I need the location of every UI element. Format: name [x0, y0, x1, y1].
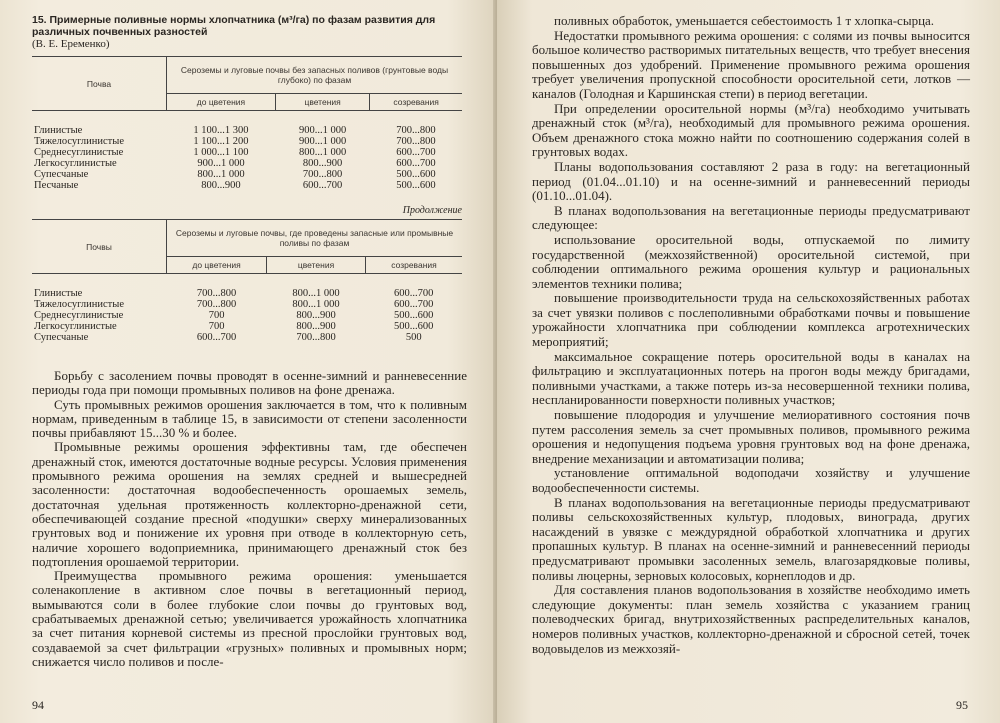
phase-3-cell: 500 [405, 332, 422, 343]
list-item: повышение производительности труда на сельскохозяйственных работах за счет увязки поливов с послеполивными обработками почвы и повышение урожайности хлопчатника при соблюдении комплекса агротехнических мероприятий; [532, 290, 970, 350]
soil-cell: Песчаные [34, 180, 79, 191]
soil-column-header: Почва [86, 78, 112, 89]
table-row [32, 321, 462, 332]
table-row [32, 310, 462, 321]
table-row [32, 180, 462, 191]
phase-1-cell: 700...800 [196, 288, 237, 299]
phase-1-cell: 700...800 [196, 299, 237, 310]
phase-3-cell: 600...700 [394, 288, 434, 299]
phase-3-cell: 500...600 [394, 310, 434, 321]
phase-3-cell: 600...700 [394, 299, 434, 310]
phase-3-cell: 600...700 [396, 147, 436, 158]
group-column-header: Сероземы и луговые почвы, где проведены запасные или промывные поливы по фазам [167, 220, 463, 257]
list-item: установление оптимальной водоподачи хозяйству и улучшение водообеспеченности системы. [532, 465, 970, 495]
phase-header: созревания [365, 257, 462, 274]
list-item: повышение плодородия и улучшение мелиоративного состояния почв путем рассоления земель за счет промывных поливов, промывного режима орошения и недопущения подъема уровня грунтовых вод на фоне дренажа, внедрение механизации и автоматизации полива; [532, 407, 970, 466]
phase-1-cell: 900...1 000 [197, 158, 245, 169]
table-1-body [32, 111, 462, 192]
phase-1-cell: 800...1 000 [197, 169, 245, 180]
body-paragraph: В планах водопользования на вегетационные периоды предусматривают следующее: [532, 202, 970, 233]
phase-3-cell: 700...800 [396, 125, 436, 136]
soil-cell: Глинистые [34, 125, 83, 136]
body-paragraph: Промывные режимы орошения эффективны там, где обеспечен дренажный сток, имеются достаточные водные ресурсы. Условия применения промывного режима орошения на землях средней и вышесредней засоленности: достаточная водообеспеченность орошаемых земель, достаточная удельная протяженность коллекторно-дренажной сети, обеспечивающей создание пресной «подушки» сверху минерализованных грунтовых вод и понижение их уровня при отводе в коллекторную сеть, наличие хорошего водоприемника, принимающего дренажный сток без подтопления орошаемой территории. [32, 439, 467, 569]
body-paragraph: В планах водопользования на вегетационные периоды предусматривают поливы сельскохозяйственных культур, плодовых, винограда, других насаждений в увязке с междурядной обработкой хлопчатника и других пропашных культур. В планах на осенне-зимний и ранневесенний периоды предусматривают промывки засоленных земель, влагозарядковые поливы, поливы люцерны, зерновых колосовых, корнеплодов и др. [532, 494, 970, 583]
phase-3-cell: 500...600 [396, 180, 436, 191]
group-column-header: Сероземы и луговые почвы без запасных поливов (грунтовые воды глубоко) по фазам [167, 57, 463, 94]
soil-column-header: Почвы [86, 241, 112, 252]
soil-cell: Супесчаные [34, 332, 89, 343]
phase-2-cell: 600...700 [302, 180, 343, 191]
soil-cell: Среднесуглинистые [34, 147, 124, 158]
table-row [32, 332, 462, 343]
phase-1-cell: 1 100...1 300 [193, 125, 249, 136]
phase-1-cell: 1 000...1 100 [193, 147, 249, 158]
phase-2-cell: 800...1 000 [292, 299, 340, 310]
phase-2-cell: 700...800 [296, 332, 336, 343]
body-paragraph: Преимущества промывного режима орошения: уменьшается соленакопление в активном слое почвы в вегетационный период, вымываются соли в более глубокие слои почвы до грунтовых вод, срабатываемых дренажной сетью; увеличивается урожайность хлопчатника за счет питания корневой системы из пресной прослойки грунтовых вод, создаваемой за счет фильтрации «грузных» поливных и промывных норм; снижается число поливов и после- [32, 568, 467, 669]
phase-2-cell: 900...1 000 [298, 136, 347, 147]
body-paragraph: Для составления планов водопользования в хозяйстве необходимо иметь следующие документы: план земель хозяйства с указанием границ полеводческих бригад, внутрихозяйственных распределительных каналов, номеров поливных участков, коллекторно-дренажной и сбросной сетей, точек водовыделов из межхозяй- [532, 582, 970, 656]
phase-3-cell: 500...600 [396, 169, 436, 180]
phase-1-cell: 600...700 [196, 332, 237, 343]
table-row [32, 299, 462, 310]
phase-3-cell: 600...700 [396, 158, 436, 169]
table-author: (В. Е. Еременко) [32, 38, 110, 50]
left-page [0, 0, 497, 723]
soil-cell: Легкосуглинистые [34, 158, 117, 169]
list-item: максимальное сокращение потерь оросительной воды в каналах на фильтрацию и эксплуатационных потерь на прогон воды между бригадами, поливными участками, а также потерь из-за несовершенной техники полива, неспланированности поверхности поливных участков; [532, 348, 970, 408]
phase-1-cell: 700 [208, 310, 225, 321]
table-row [32, 147, 462, 158]
table-row [32, 111, 462, 137]
table-row [32, 274, 462, 300]
page-number: 94 [32, 698, 44, 712]
phase-2-cell: 700...800 [302, 169, 343, 180]
body-paragraph: Недостатки промывного режима орошения: с солями из почвы выносится большое количество растворимых питательных веществ, что требует внесения повышенных доз удобрений. Применение промывного режима орошения требует увеличения пропускной способности оросительной сети, лотков — каналов (Голодная и Каршинская степи) в период вегетации. [532, 27, 970, 101]
page-number: 95 [956, 698, 968, 712]
body-paragraph: Суть промывных режимов орошения заключается в том, что к поливным нормам, приведенным в таблице 15, в зависимости от степени засоленности почвы прибавляют 15...30 % и более. [32, 396, 467, 441]
irrigation-norms-table-2 [32, 219, 462, 343]
soil-cell: Супесчаные [34, 169, 89, 180]
irrigation-norms-table-1 [32, 56, 462, 191]
phase-3-cell: 500...600 [394, 321, 434, 332]
soil-cell: Легкосуглинистые [34, 321, 117, 332]
phase-2-cell: 800...900 [296, 321, 336, 332]
soil-cell: Среднесуглинистые [34, 310, 124, 321]
body-paragraph: Борьбу с засолением почвы проводят в осенне-зимний и ранневесенние периоды года при помощи промывных поливов на фоне дренажа. [32, 368, 467, 398]
phase-2-cell: 900...1 000 [298, 125, 347, 136]
continued-text: поливных обработок, уменьшается себестоимость 1 т хлопка-сырца. [554, 13, 935, 28]
continuation-label: Продолжение [402, 205, 462, 216]
table-row [32, 158, 462, 169]
phase-2-cell: 800...1 000 [298, 147, 347, 158]
phase-1-cell: 700 [208, 321, 225, 332]
table-row [32, 169, 462, 180]
table-title: 15. Примерные поливные нормы хлопчатника (м³/га) по фазам развития для различных почвенных разностей [32, 14, 436, 38]
phase-header: цветения [267, 257, 366, 274]
table-row [32, 136, 462, 147]
soil-cell: Тяжелосуглинистые [34, 299, 124, 310]
phase-header: до цветения [167, 94, 276, 111]
phase-header: цветения [275, 94, 369, 111]
phase-3-cell: 700...800 [396, 136, 436, 147]
list-item: использование оросительной воды, отпускаемой по лимиту государственной (межхозяйственной) оросительной системой, при соблюдении оптимального режима орошения культур и рациональных элементов техники полива; [532, 231, 970, 291]
phase-header: до цветения [167, 257, 267, 274]
body-paragraph: Планы водопользования составляют 2 раза в году: на вегетационный период (01.04...01.10) и на осенне-зимний и ранневесенний периоды (01.10...01.04). [532, 158, 970, 204]
soil-cell: Тяжелосуглинистые [34, 136, 124, 147]
right-page [497, 0, 1000, 723]
phase-2-cell: 800...1 000 [292, 288, 340, 299]
table-2-body [32, 274, 462, 344]
phase-1-cell: 800...900 [201, 180, 241, 191]
body-paragraph: При определении оросительной нормы (м³/га) необходимо учитывать дренажный сток (м³/га), необходимый для промывного режима орошения. Объем дренажного стока можно найти по соотношению содержания солей в грунтовых водах. [532, 100, 970, 160]
phase-header: созревания [370, 94, 462, 111]
phase-1-cell: 1 100...1 200 [193, 136, 249, 147]
soil-cell: Глинистые [34, 288, 83, 299]
phase-2-cell: 800...900 [296, 310, 336, 321]
phase-2-cell: 800...900 [302, 158, 343, 169]
